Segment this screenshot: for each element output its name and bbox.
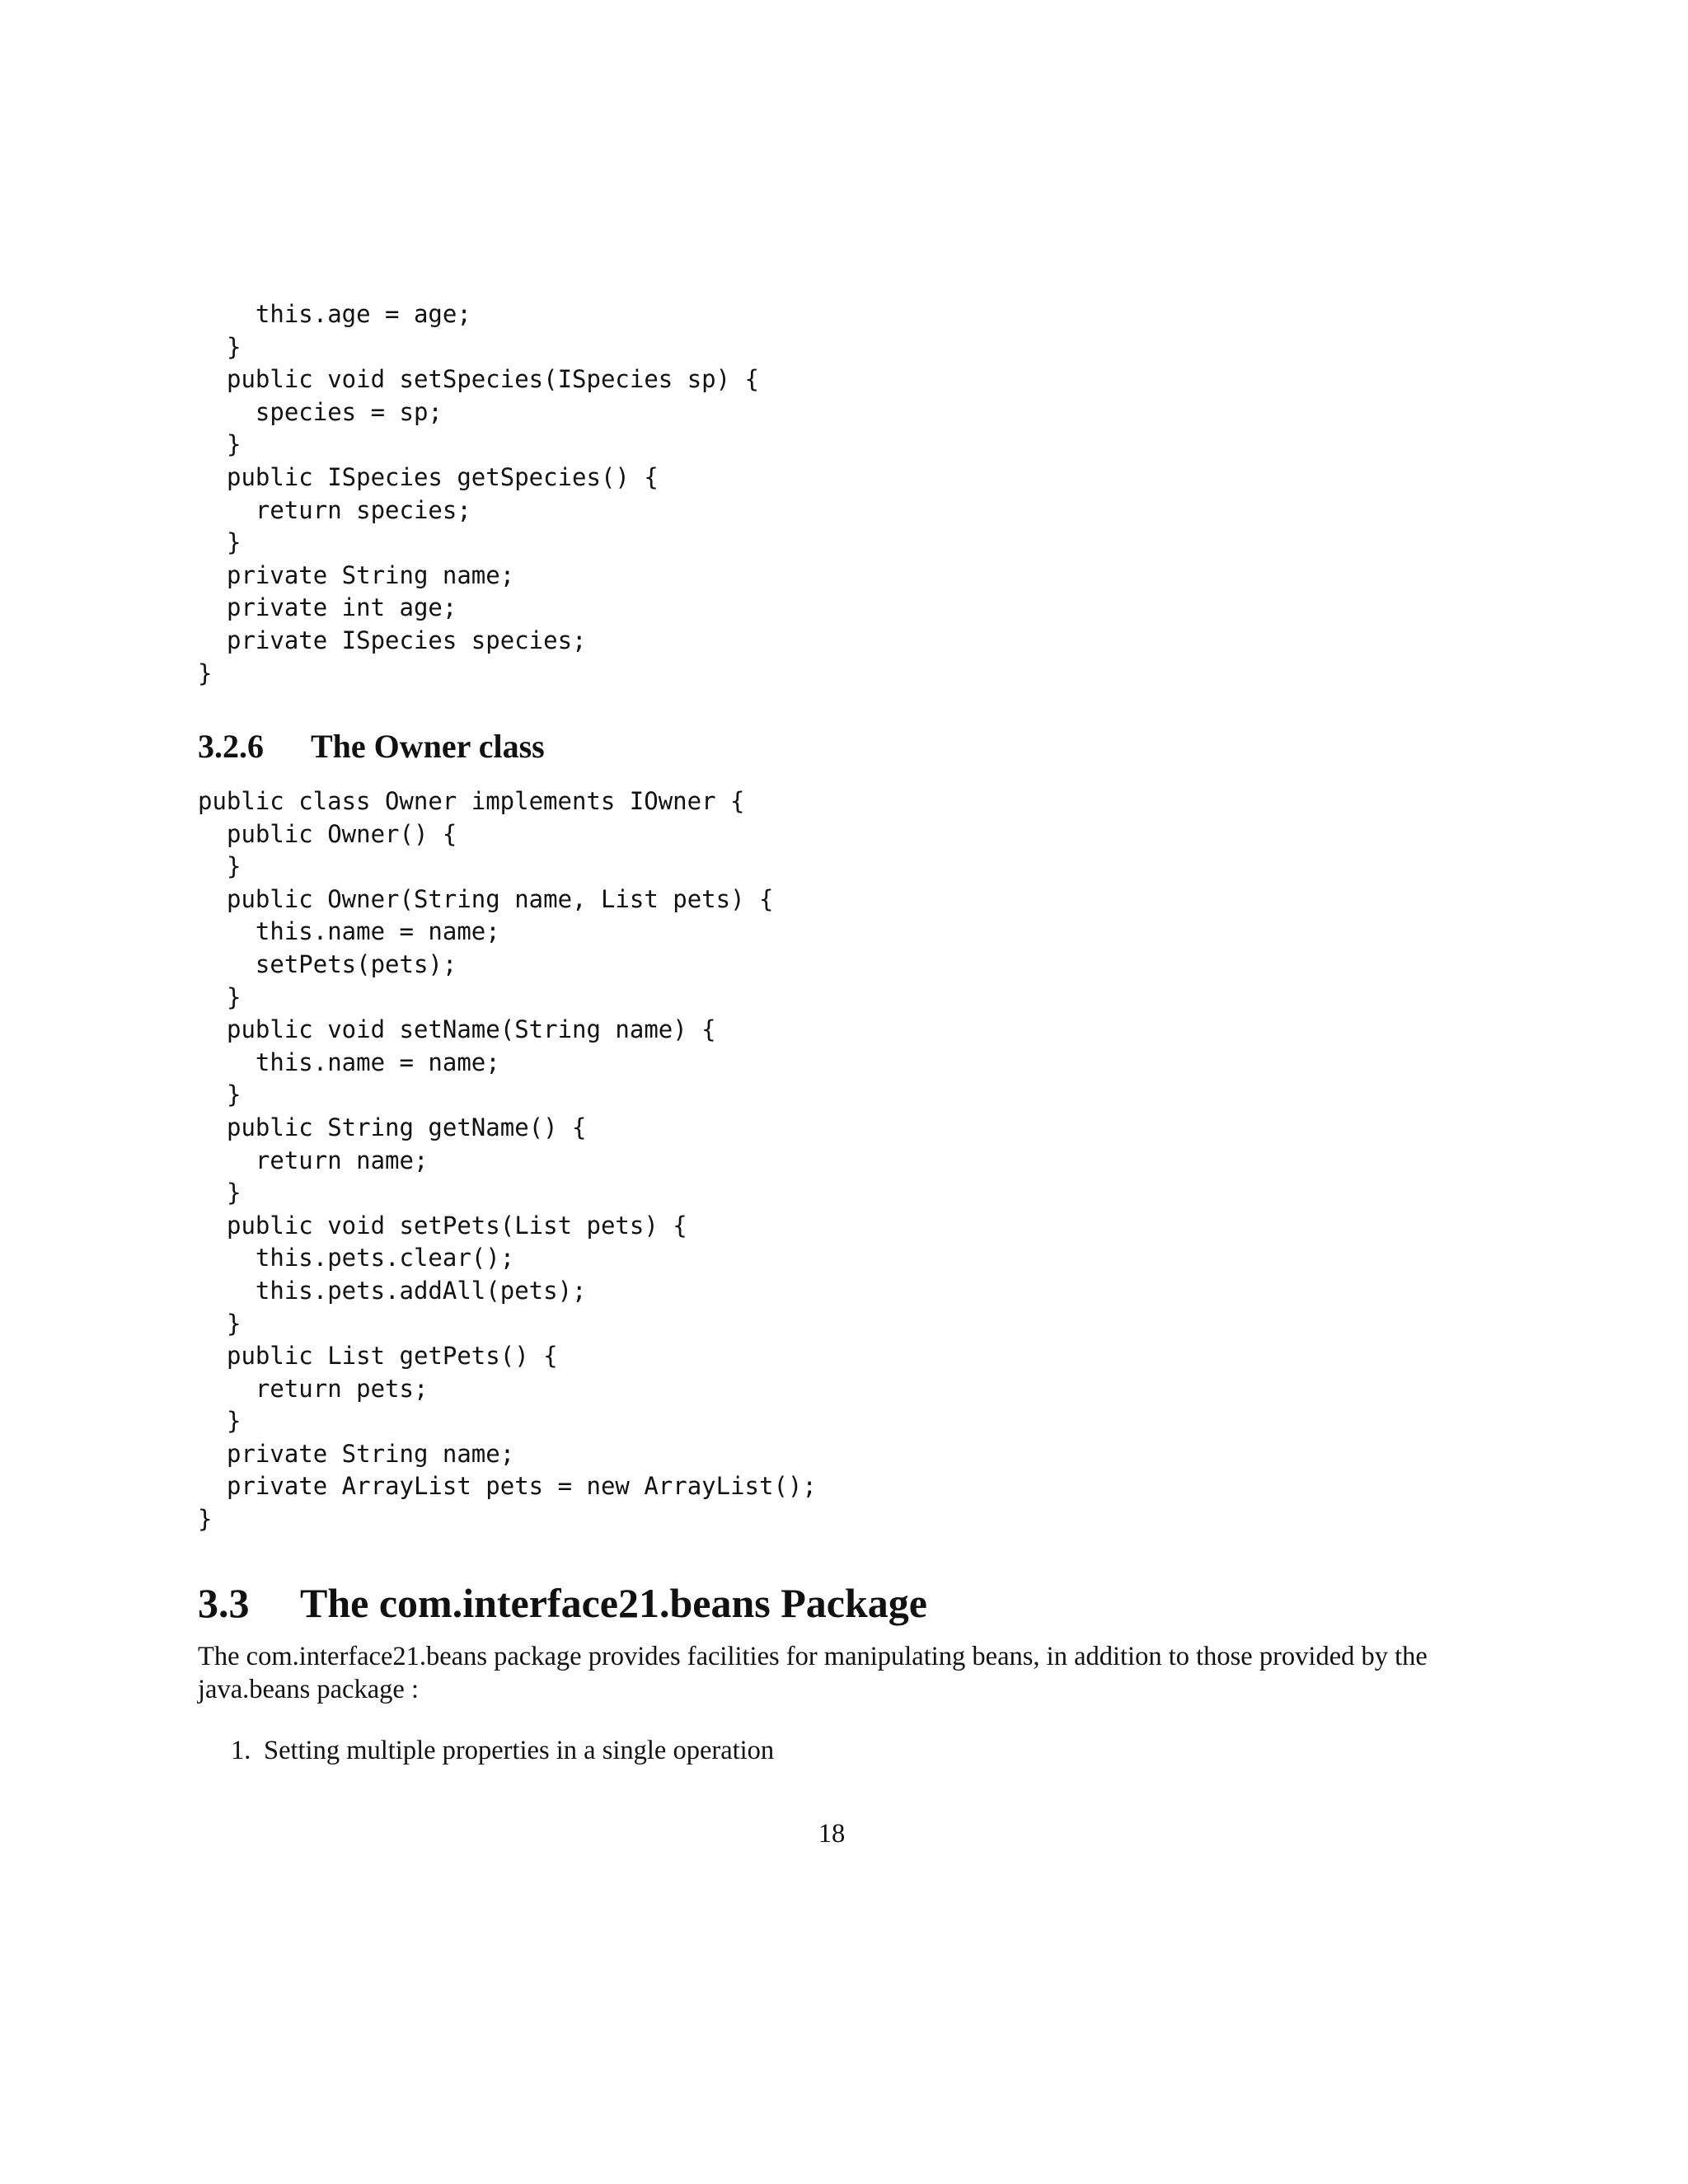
subsection-title: The Owner class [311, 728, 545, 765]
code-block-owner-class [198, 785, 817, 1536]
section-number: 3.3 [198, 1580, 250, 1626]
code-closing-brace: } [198, 1505, 213, 1534]
section-title: The com.interface21.beans Package [300, 1580, 927, 1626]
page-number: 18 [818, 1819, 846, 1849]
body-paragraph: The com.interface21.beans package provides facilities for manipulating beans, in addition to those provided by the java.beans package : [198, 1642, 1428, 1704]
list-item [231, 1734, 774, 1767]
code-block-pet-class-end [198, 298, 759, 690]
list-item-marker: 1. [231, 1736, 251, 1765]
code-indented-body: this.age = age; } public void setSpecies(ISpecies sp) { species = sp; } public ISpecies getSpecies() { return species; } private String name; private int age; private ISpecies species; [227, 300, 760, 654]
code-class-body: public Owner() { } public Owner(String name, List pets) { this.name = name; setPets(pets); } public void setName(String name) { this.name = name; } public String getName() { return name; } public void setPets(List pets) { this.pets.clear(); this.pets.addAll(pets); } public List getPets() { return pets; } private String name; private ArrayList pets = new ArrayList(); [227, 819, 817, 1501]
subsection-number: 3.2.6 [198, 728, 264, 765]
list-item-text: Setting multiple properties in a single operation [264, 1736, 775, 1765]
subsection-heading [198, 727, 545, 766]
code-class-declaration: public class Owner implements IOwner { [198, 787, 745, 815]
section-heading [198, 1578, 927, 1628]
code-closing-brace: } [198, 658, 213, 687]
enumerated-list [231, 1734, 774, 1767]
